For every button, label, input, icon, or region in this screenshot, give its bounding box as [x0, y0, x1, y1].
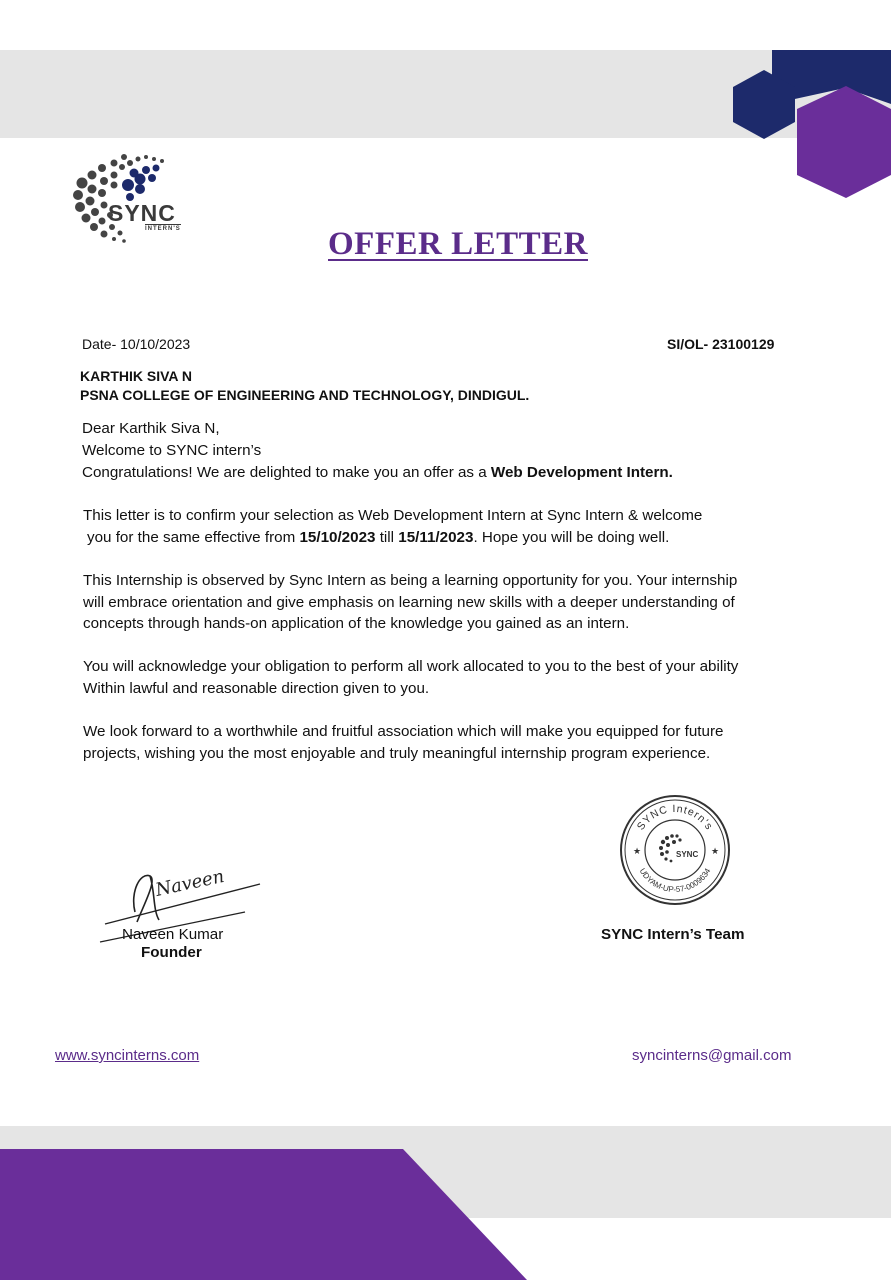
seal-star-right: ★	[711, 846, 720, 856]
recipient-college: PSNA COLLEGE OF ENGINEERING AND TECHNOLOGY, DINDIGUL.	[80, 387, 530, 403]
internship-role: Web Development Intern.	[490, 464, 673, 481]
paragraph-3-line-2: Within lawful and reasonable direction given to you.	[83, 680, 430, 697]
paragraph-4-line-1: We look forward to a worthwhile and fruitful association which will make you equipped for future	[83, 723, 724, 740]
seal-star-left: ★	[633, 846, 642, 856]
team-signoff: SYNC Intern’s Team	[601, 926, 745, 943]
congrats-line	[82, 462, 673, 484]
paragraph-3-line-1: You will acknowledge your obligation to perform all work allocated to you to the best of your ability	[83, 658, 739, 675]
seal-center-text: SYNC	[676, 850, 699, 859]
email-link[interactable]: syncinterns@gmail.com	[632, 1047, 792, 1064]
p1-post: . Hope you will be doing well.	[473, 529, 670, 546]
founder-title: Founder	[141, 944, 202, 961]
purple-hexagon	[797, 86, 891, 198]
website-link[interactable]: www.syncinterns.com	[55, 1047, 200, 1064]
p1-text: you for the same effective from	[87, 529, 300, 546]
seal-top-text: SYNC Intern's	[634, 802, 716, 833]
paragraph-2-line-1: This Internship is observed by Sync Intern as being a learning opportunity for you. Your internship	[83, 572, 738, 589]
reference-number: SI/OL- 23100129	[667, 336, 775, 352]
signature-script: Naveen	[153, 865, 227, 901]
p1-till: till	[375, 529, 399, 546]
paragraph-1-line-1: This letter is to confirm your selection as Web Development Intern at Sync Intern & welcome	[83, 507, 703, 524]
page-title: OFFER LETTER	[328, 226, 588, 262]
date-line: Date- 10/10/2023	[82, 336, 191, 352]
logo-wordmark: SYNC	[108, 200, 176, 226]
end-date: 15/11/2023	[398, 529, 474, 546]
congrats-text: Congratulations! We are delighted to make you an offer as a	[82, 464, 491, 481]
recipient-name: KARTHIK SIVA N	[80, 368, 192, 384]
welcome-line: Welcome to SYNC intern’s	[82, 442, 262, 459]
founder-name: Naveen Kumar	[122, 926, 224, 943]
paragraph-2-line-2: will embrace orientation and give emphasis on learning new skills with a deeper understanding of	[83, 594, 735, 611]
purple-footer-shape	[0, 1149, 527, 1280]
seal-bottom-text: UDYAM-UP-57-0009634	[637, 866, 713, 895]
company-seal	[619, 794, 731, 906]
paragraph-4-line-2: projects, wishing you the most enjoyable and truly meaningful internship program experience.	[83, 745, 711, 762]
paragraph-1-line-2	[87, 527, 669, 549]
logo-subtext: INTERN'S	[145, 226, 181, 232]
start-date: 15/10/2023	[299, 529, 376, 546]
paragraph-2-line-3: concepts through hands-on application of the knowledge you gained as an intern.	[83, 615, 630, 632]
greeting: Dear Karthik Siva N,	[82, 420, 220, 437]
